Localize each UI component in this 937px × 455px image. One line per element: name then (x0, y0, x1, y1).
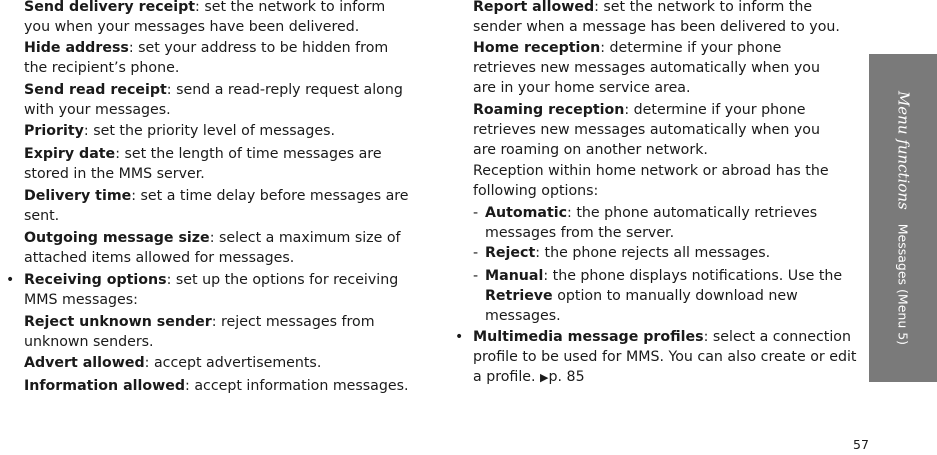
entry-text: : set the priority level of messages. (83, 123, 335, 139)
entry-text: : set the length of time messages are stored in the MMS server. (24, 146, 382, 182)
entry-label: Receiving options (24, 272, 167, 288)
entry-label: Reject unknown sender (24, 314, 212, 330)
option-label-retrieve: Retrieve (485, 288, 553, 304)
option-text: : the phone automatically retrieves messages from the server. (485, 205, 818, 241)
entry-expiry-date (24, 144, 410, 184)
entry-priority (24, 121, 410, 141)
bullet: • (455, 329, 464, 345)
option-text-2: option to manually download new messages. (485, 288, 798, 324)
page-number: 57 (853, 437, 869, 452)
entry-delivery-time (24, 186, 410, 226)
entry-label: Expiry date (24, 146, 116, 162)
entry-text: : determine if your phone retrieves new messages automatically when you are roaming on another network. (473, 102, 820, 158)
entry-text: : determine if your phone retrieves new messages automatically when you are in your home service area. (473, 40, 820, 96)
entry-label: Multimedia message profiles (473, 329, 704, 345)
entry-text: : set the network to inform you when your messages have been delivered. (24, 0, 386, 35)
dash: - (473, 205, 479, 221)
option-text: : the phone displays notifications. Use the (543, 268, 843, 284)
entry-label: Outgoing message size (24, 230, 210, 246)
dash: - (473, 268, 479, 284)
entry-text: : set a time delay before messages are sent. (24, 188, 409, 224)
option-label: Reject (485, 245, 536, 261)
entry-text: : send a read-reply request along with your messages. (24, 82, 403, 118)
side-tab-subsection: Messages (Menu 5) (895, 223, 911, 346)
side-tab-text (893, 91, 914, 345)
entry-text: : accept information messages. (185, 378, 409, 394)
entry-label: Report allowed (473, 0, 595, 15)
option-label: Manual (485, 268, 544, 284)
entry-label: Delivery time (24, 188, 132, 204)
entry-information-allowed (24, 376, 410, 396)
entry-receiving-options (6, 270, 410, 310)
option-automatic (473, 203, 859, 243)
entry-send-delivery-receipt (24, 0, 410, 37)
entry-roaming-reception (473, 100, 833, 160)
entry-label: Hide address (24, 40, 129, 56)
entry-home-reception (473, 38, 833, 98)
entry-text: : set your address to be hidden from the recipient’s phone. (24, 40, 389, 76)
reception-note (473, 161, 859, 201)
entry-label: Send read receipt (24, 82, 167, 98)
entry-label: Advert allowed (24, 355, 145, 371)
entry-multimedia-message-profiles (455, 327, 859, 388)
bullet: • (6, 272, 15, 288)
page-reference[interactable]: p. 85 (548, 369, 585, 385)
option-reject (473, 243, 859, 263)
entry-label: Information allowed (24, 378, 186, 394)
option-text: : the phone rejects all messages. (535, 245, 771, 261)
page-reference-arrow-icon: ▶ (540, 371, 549, 384)
side-tab-section: Menu functions (894, 90, 913, 210)
entry-label: Home reception (473, 40, 601, 56)
entry-label: Roaming reception (473, 102, 625, 118)
entry-text: : select a connection profile to be used for MMS. You can also create or edit a profile. (473, 329, 857, 385)
section-side-tab (869, 54, 937, 382)
entry-reject-unknown-sender (24, 312, 410, 352)
entry-text: : set up the options for receiving MMS messages: (24, 272, 399, 308)
entry-text: : accept advertisements. (144, 355, 322, 371)
entry-hide-address (24, 38, 410, 78)
dash: - (473, 245, 479, 261)
entry-send-read-receipt (24, 80, 410, 120)
reception-note-text: Reception within home network or abroad has the following options: (473, 163, 829, 199)
option-label: Automatic (485, 205, 568, 221)
entry-report-allowed (473, 0, 859, 37)
entry-outgoing-message-size (24, 228, 410, 268)
option-manual (473, 266, 859, 326)
entry-text: : set the network to inform the sender when a message has been delivered to you. (473, 0, 840, 35)
entry-label: Send delivery receipt (24, 0, 196, 15)
entry-advert-allowed (24, 353, 410, 373)
entry-text: : select a maximum size of attached items allowed for messages. (24, 230, 401, 266)
entry-text: : reject messages from unknown senders. (24, 314, 375, 350)
entry-label: Priority (24, 123, 84, 139)
